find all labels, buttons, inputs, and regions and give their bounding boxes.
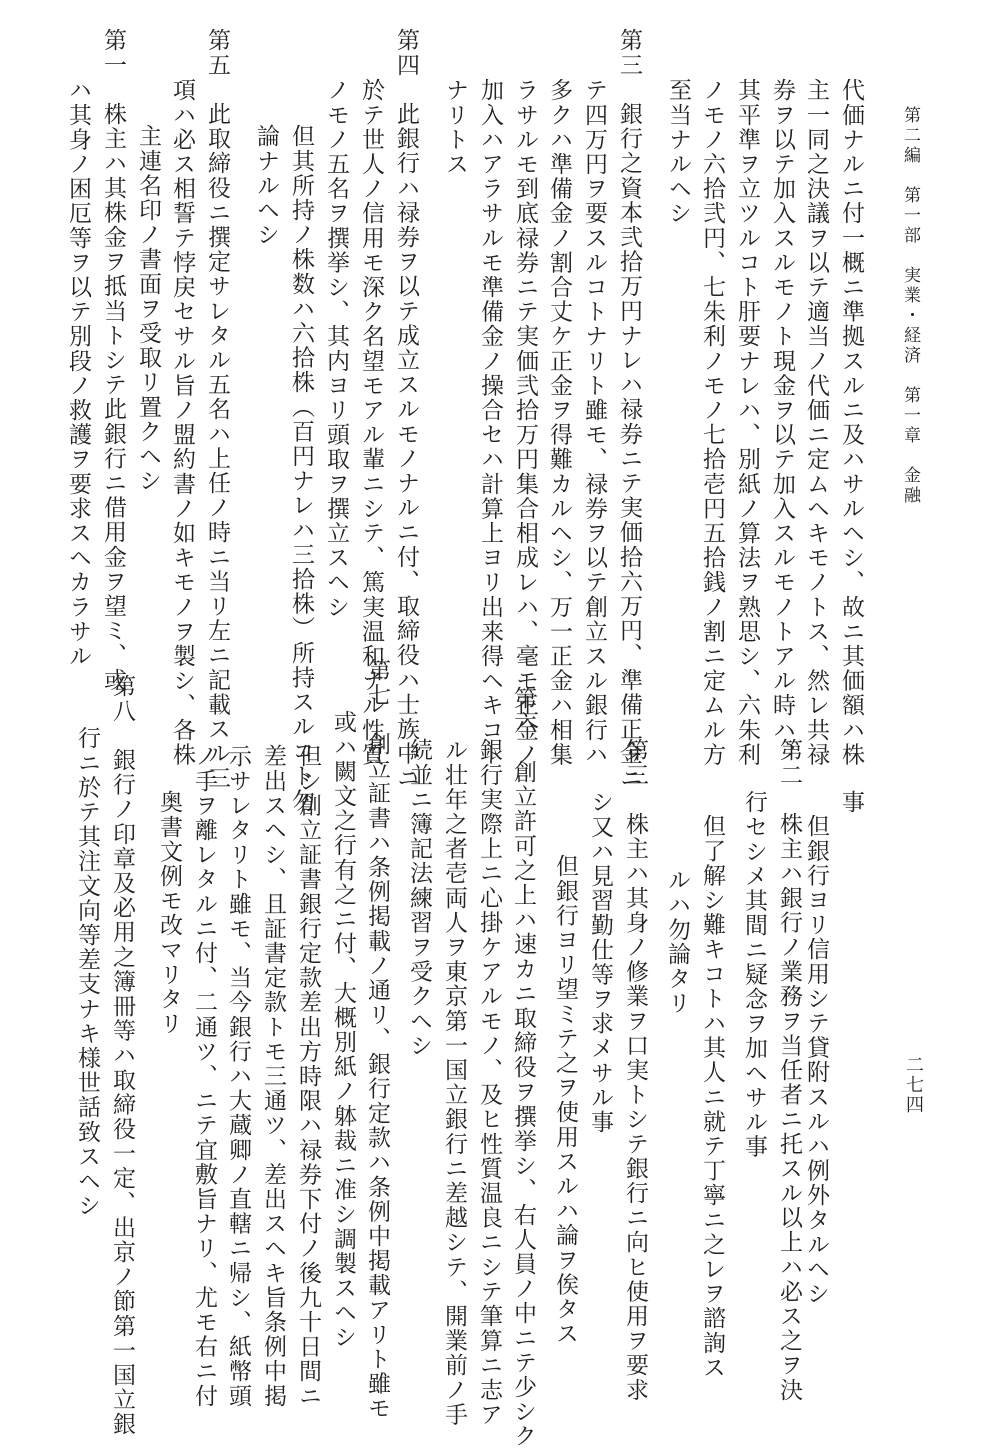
upper-column-line-11: 加入ハアラサルモ準備金ノ操合セハ計算上ヨリ出来得ヘキコト xyxy=(477,78,503,767)
upper-column-line-19: 項ハ必ス相誓テ悖戻セサル旨ノ盟約書ノ如キモノヲ製シ、各株 xyxy=(169,78,195,767)
lower-column-line-21: 第八 銀行ノ印章及必用之簿冊等ハ取締役一定、出京ノ節第一国立銀 xyxy=(109,674,135,1437)
upper-column-line-18: 第五 此取締役ニ撰定サレタル五名ハ上任ノ時ニ当リ左ニ記載スル三 xyxy=(204,28,230,791)
upper-column-line-12: ナリトス xyxy=(442,78,468,177)
lower-column-line-6: ルハ勿論タリ xyxy=(664,868,690,1016)
lower-column-line-13: 続並ニ簿記法練習ヲ受クヘシ xyxy=(406,738,432,1058)
lower-column-line-7: 第三 株主ハ其身ノ修業ヲ口実トシテ銀行ニ向ヒ使用ヲ要求 xyxy=(622,738,648,1403)
lower-column-line-10: 第六 創立許可之上ハ速カニ取締役ヲ撰挙シ、右人員ノ中ニテ少シク xyxy=(510,686,536,1449)
upper-column-line-6: 至当ナルヘシ xyxy=(665,78,691,226)
upper-column-line-15: ノモノ五名ヲ撰挙シ、其内ヨリ頭取ヲ撰立スヘシ xyxy=(323,78,349,620)
lower-column-line-3: 第二 株主ハ銀行ノ業務ヲ当任者ニ托スル以上ハ必ス之ヲ決 xyxy=(776,738,802,1403)
upper-column-line-5: ノモノ六拾弐円、七朱利ノモノ七拾壱円五拾銭ノ割ニ定ムル方 xyxy=(699,78,725,767)
lower-column-line-12: ル壮年之者壱両人ヲ東京第一国立銀行ニ差越シテ、開業前ノ手 xyxy=(441,738,467,1427)
lower-column-line-1: 事 xyxy=(838,790,864,815)
lower-column-line-22: 行ニ於テ其注文向等差支ナキ様世話致スヘシ xyxy=(74,726,100,1218)
lower-column-line-14: 第七 創立証書ハ条例掲載ノ通リ、銀行定款ハ条例中掲載アリト雖モ xyxy=(364,658,390,1421)
lower-column-line-11: 銀行実際上ニ心掛ケアルモノ、及ヒ性質温良ニシテ筆算ニ志ア xyxy=(476,738,502,1427)
upper-column-line-13: 第四 此銀行ハ禄券ヲ以テ成立スルモノナルニ付、取締役ハ士族中ニ xyxy=(393,28,419,791)
upper-column-line-16: 但其所持ノ株数ハ六拾株（百円ナレハ三拾株）所持スルコト勿 xyxy=(288,124,314,813)
lower-column-line-16: 但シ創立証書銀行定款差出方時限ハ禄券下付ノ後九十日間ニ xyxy=(295,744,321,1409)
lower-column-line-20: 奥書文例モ改マリタリ xyxy=(156,790,182,1036)
lower-column-line-2: 但銀行ヨリ信用シテ貸附スルハ例外タルヘシ xyxy=(803,814,829,1306)
lower-column-line-19: ノ手ヲ離レタルニ付、二通ツ、ニテ宜敷旨ナリ、尤モ右ニ付 xyxy=(191,744,217,1409)
lower-column-line-18: 示サレタリト雖モ、当今銀行ハ大蔵卿ノ直轄ニ帰シ、紙幣頭 xyxy=(225,744,251,1409)
upper-column-line-7: 第三 銀行之資本弐拾万円ナレハ禄券ニテ実価拾六万円、準備正金ニ xyxy=(616,28,642,791)
upper-column-line-14: 於テ世人ノ信用モ深ク名望モアル輩ニシテ、篤実温和ナル性質 xyxy=(358,78,384,767)
upper-column-line-1: 代価ナルニ付一概ニ準拠スルニ及ハサルヘシ、故ニ其価額ハ株 xyxy=(838,78,864,767)
lower-column-line-15: 或ハ闕文之行有之ニ付、大概別紙ノ躰裁ニ准シ調製スヘシ xyxy=(330,710,356,1350)
page-number: 二七四 xyxy=(903,1055,924,1115)
lower-column-line-9: 但銀行ヨリ望ミテ之ヲ使用スルハ論ヲ俟タス xyxy=(552,854,578,1346)
upper-column-line-4: 其平準ヲ立ツルコト肝要ナレハ、別紙ノ算法ヲ熟思シ、六朱利 xyxy=(734,78,760,767)
upper-column-line-2: 主一同之決議ヲ以テ適当ノ代価ニ定ムヘキモノトス、然レ共禄 xyxy=(803,78,829,767)
lower-column-line-17: 差出スヘシ、且証書定款トモ三通ツ、差出スヘキ旨条例中掲 xyxy=(260,744,286,1409)
upper-column-line-17: 論ナルヘシ xyxy=(253,124,279,247)
upper-column-line-21: 第一 株主ハ其株金ヲ抵当トシテ此銀行ニ借用金ヲ望ミ、或 xyxy=(100,28,126,693)
upper-column-line-10: ラサルモ到底禄券ニテ実価弐拾万円集合相成レハ、毫モ正金ノ xyxy=(512,78,538,767)
upper-column-line-22: ハ其身ノ困厄等ヲ以テ別段ノ救護ヲ要求スヘカラサル xyxy=(65,78,91,669)
upper-column-line-20: 主連名印ノ書面ヲ受取リ置クヘシ xyxy=(135,124,161,493)
running-title: 第二編 第一部 実業・経済 第一章 金融 xyxy=(900,106,920,506)
upper-column-line-8: テ四万円ヲ要スルコトナリト雖モ、禄券ヲ以テ創立スル銀行ハ xyxy=(581,78,607,767)
lower-column-line-8: シ又ハ見習勤仕等ヲ求メサル事 xyxy=(587,790,613,1135)
lower-column-line-4: 行セシメ其間ニ疑念ヲ加ヘサル事 xyxy=(741,790,767,1159)
upper-column-line-3: 券ヲ以テ加入スルモノト現金ヲ以テ加入スルモノトアル時ハ、 xyxy=(769,78,795,767)
lower-column-line-5: 但了解シ難キコトハ其人ニ就テ丁寧ニ之レヲ諮詢ス xyxy=(699,814,725,1380)
upper-column-line-9: 多クハ準備金ノ割合丈ケ正金ヲ得難カルヘシ、万一正金ハ相集 xyxy=(546,78,572,767)
